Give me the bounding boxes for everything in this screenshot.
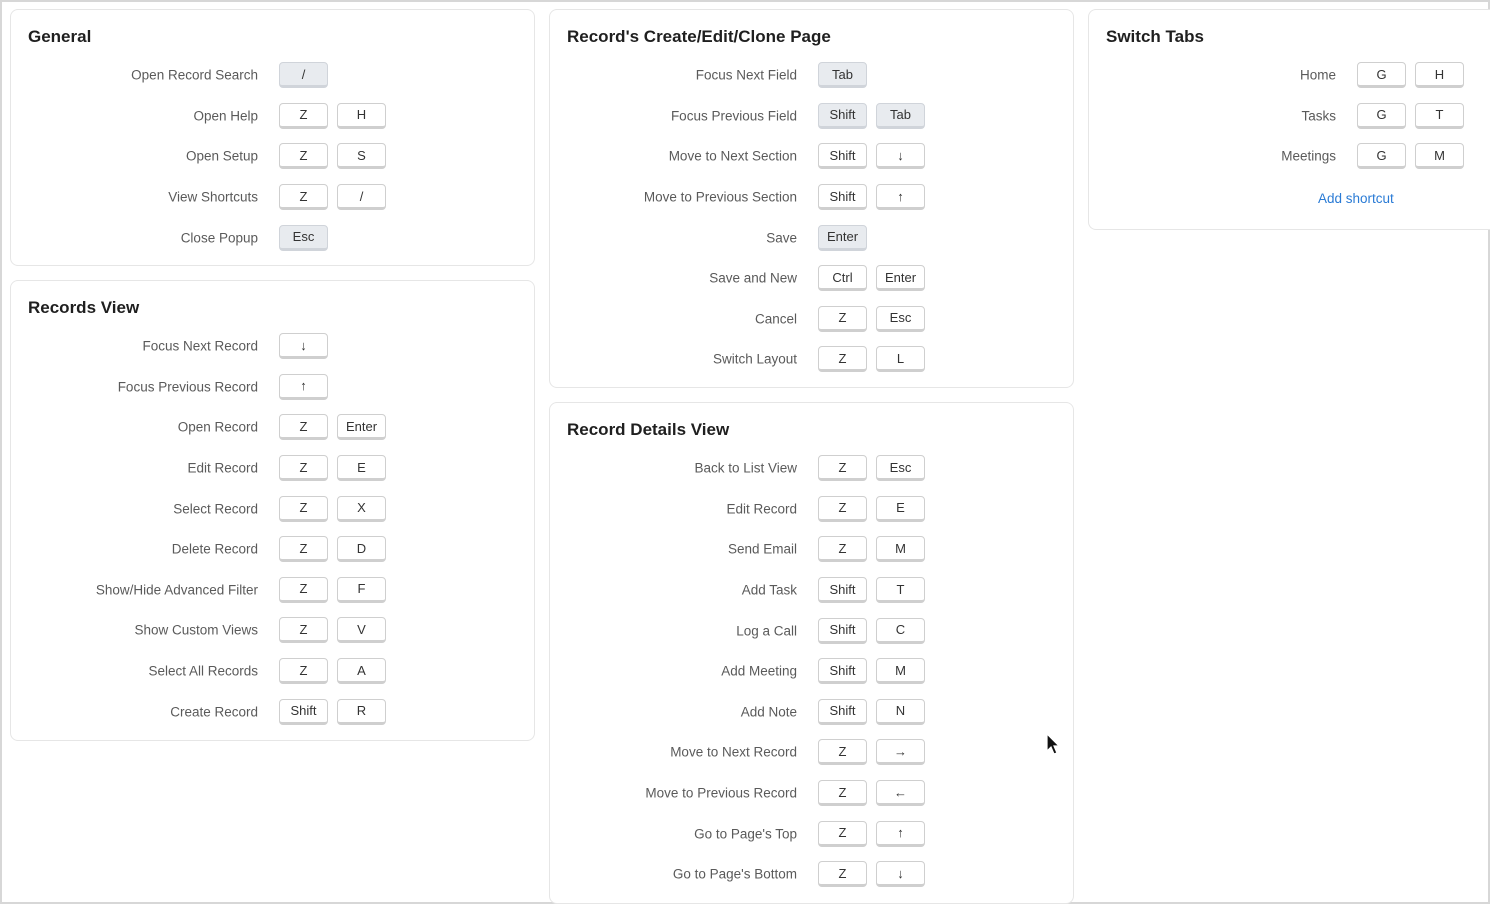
- shortcut-label: Save: [766, 230, 797, 246]
- key-cap: T: [1415, 103, 1464, 129]
- shortcut-keys: [818, 225, 867, 251]
- key-cap: G: [1357, 103, 1406, 129]
- general-title: General: [28, 27, 92, 46]
- shortcut-label: Save and New: [709, 270, 797, 286]
- key-cap: Z: [279, 103, 328, 129]
- shortcut-label: Tasks: [1301, 108, 1336, 124]
- key-cap: Z: [279, 577, 328, 603]
- shortcut-keys: [818, 577, 925, 603]
- key-cap: Z: [279, 617, 328, 643]
- key-cap: Z: [818, 821, 867, 847]
- shortcut-row: [550, 854, 1073, 895]
- key-cap: Shift: [818, 143, 867, 169]
- shortcut-row: [550, 448, 1073, 489]
- key-cap: ↓: [876, 861, 925, 887]
- shortcut-label: Back to List View: [694, 460, 797, 476]
- key-cap: A: [337, 658, 386, 684]
- shortcut-label: Edit Record: [726, 501, 797, 517]
- key-cap: Esc: [876, 455, 925, 481]
- key-cap: Esc: [279, 225, 328, 251]
- shortcut-label: Meetings: [1281, 148, 1336, 164]
- shortcut-label: Select All Records: [148, 663, 258, 679]
- records-view-title: Records View: [28, 298, 140, 317]
- key-cap: Shift: [818, 184, 867, 210]
- key-cap: →: [876, 739, 925, 765]
- shortcut-keys: [279, 536, 386, 562]
- shortcut-row: [550, 217, 1073, 258]
- key-cap: Z: [818, 739, 867, 765]
- shortcut-label: Focus Next Field: [695, 67, 797, 83]
- shortcut-row: [550, 732, 1073, 773]
- shortcut-label: Focus Previous Record: [117, 379, 258, 395]
- shortcut-label: Close Popup: [180, 230, 258, 246]
- record-details-list: [550, 448, 1073, 895]
- key-cap: Shift: [818, 618, 867, 644]
- shortcut-label: Create Record: [170, 704, 258, 720]
- mouse-pointer-icon: [1046, 733, 1062, 757]
- key-cap: G: [1357, 62, 1406, 88]
- shortcut-keys: [818, 455, 925, 481]
- switch-tabs-list: [1089, 55, 1490, 177]
- key-cap: ↓: [876, 143, 925, 169]
- key-cap: /: [279, 62, 328, 88]
- key-cap: H: [1415, 62, 1464, 88]
- shortcut-keys: [818, 658, 925, 684]
- key-cap: H: [337, 103, 386, 129]
- key-cap: Shift: [279, 699, 328, 725]
- key-cap: N: [876, 699, 925, 725]
- shortcut-row: [550, 299, 1073, 340]
- shortcut-row: [11, 177, 534, 218]
- key-cap: Z: [818, 780, 867, 806]
- key-cap: Shift: [818, 658, 867, 684]
- shortcut-row: [11, 136, 534, 177]
- key-cap: Z: [279, 496, 328, 522]
- shortcut-label: Delete Record: [171, 541, 258, 557]
- key-cap: ↑: [279, 374, 328, 400]
- shortcut-label: Select Record: [173, 501, 258, 517]
- switch-tabs-title: Switch Tabs: [1106, 27, 1204, 46]
- shortcut-keys: [279, 103, 386, 129]
- shortcut-row: [550, 55, 1073, 96]
- key-cap: L: [876, 346, 925, 372]
- key-cap: C: [876, 618, 925, 644]
- shortcut-row: [550, 570, 1073, 611]
- shortcut-row: [550, 529, 1073, 570]
- shortcut-keys: [279, 184, 386, 210]
- record-edit-card: [549, 9, 1074, 388]
- shortcut-label: Add Meeting: [721, 663, 797, 679]
- shortcut-label: Go to Page's Bottom: [672, 866, 797, 882]
- shortcut-row: [550, 651, 1073, 692]
- shortcut-label: Open Record: [177, 419, 258, 435]
- shortcut-label: View Shortcuts: [168, 189, 258, 205]
- shortcut-keys: [279, 143, 386, 169]
- key-cap: Z: [279, 658, 328, 684]
- key-cap: Z: [279, 414, 328, 440]
- shortcut-row: [550, 692, 1073, 733]
- shortcut-keys: [279, 333, 328, 359]
- shortcut-label: Move to Previous Record: [645, 785, 797, 801]
- key-cap: ↑: [876, 821, 925, 847]
- shortcut-row: [11, 651, 534, 692]
- shortcut-keys: [818, 618, 925, 644]
- shortcut-label: Move to Next Section: [668, 148, 797, 164]
- key-cap: R: [337, 699, 386, 725]
- shortcut-row: [11, 610, 534, 651]
- records-view-list: [11, 326, 534, 732]
- shortcut-row: [11, 529, 534, 570]
- shortcut-label: Focus Previous Field: [670, 108, 797, 124]
- shortcut-keys: [279, 455, 386, 481]
- shortcut-keys: [279, 62, 328, 88]
- shortcut-row: [550, 813, 1073, 854]
- key-cap: Tab: [876, 103, 925, 129]
- shortcut-keys: [818, 739, 925, 765]
- shortcut-label: Focus Next Record: [142, 338, 258, 354]
- shortcut-row: [550, 489, 1073, 530]
- shortcut-row: [11, 326, 534, 367]
- shortcut-row: [550, 339, 1073, 380]
- key-cap: D: [337, 536, 386, 562]
- shortcut-row: [550, 177, 1073, 218]
- shortcut-keys: [279, 414, 386, 440]
- shortcut-label: Show/Hide Advanced Filter: [95, 582, 258, 598]
- record-edit-list: [550, 55, 1073, 380]
- key-cap: Shift: [818, 577, 867, 603]
- key-cap: F: [337, 577, 386, 603]
- shortcut-row: [11, 96, 534, 137]
- key-cap: Z: [818, 536, 867, 562]
- shortcut-row: [550, 773, 1073, 814]
- key-cap: Z: [818, 861, 867, 887]
- key-cap: Tab: [818, 62, 867, 88]
- shortcut-label: Move to Previous Section: [643, 189, 797, 205]
- shortcut-row: [1089, 55, 1490, 96]
- shortcut-keys: [818, 306, 925, 332]
- shortcut-keys: [818, 861, 925, 887]
- records-view-card: [10, 280, 535, 741]
- shortcut-row: [11, 570, 534, 611]
- shortcut-keys: [1357, 62, 1464, 88]
- shortcut-keys: [818, 265, 925, 291]
- shortcut-label: Go to Page's Top: [694, 826, 797, 842]
- key-cap: T: [876, 577, 925, 603]
- key-cap: ↑: [876, 184, 925, 210]
- switch-tabs-card: [1088, 9, 1490, 230]
- shortcut-keys: [279, 658, 386, 684]
- shortcut-label: Switch Layout: [712, 351, 797, 367]
- record-details-card: [549, 402, 1074, 904]
- key-cap: ←: [876, 780, 925, 806]
- key-cap: M: [876, 658, 925, 684]
- shortcut-label: Open Record Search: [131, 67, 258, 83]
- key-cap: M: [876, 536, 925, 562]
- key-cap: E: [337, 455, 386, 481]
- shortcut-row: [11, 217, 534, 258]
- shortcut-row: [11, 488, 534, 529]
- shortcut-keys: [818, 496, 925, 522]
- shortcut-label: Open Help: [193, 108, 258, 124]
- key-cap: Z: [818, 346, 867, 372]
- shortcut-label: Cancel: [754, 311, 797, 327]
- shortcut-keys: [818, 780, 925, 806]
- shortcut-row: [550, 258, 1073, 299]
- shortcut-keys: [279, 374, 328, 400]
- shortcut-keys: [818, 821, 925, 847]
- shortcut-label: Add Note: [740, 704, 797, 720]
- key-cap: Z: [818, 496, 867, 522]
- shortcut-row: [1089, 136, 1490, 177]
- shortcut-keys: [279, 225, 328, 251]
- key-cap: Z: [279, 143, 328, 169]
- shortcut-label: Home: [1299, 67, 1336, 83]
- shortcut-row: [550, 136, 1073, 177]
- key-cap: Enter: [818, 225, 867, 251]
- shortcut-keys: [818, 143, 925, 169]
- shortcut-label: Move to Next Record: [670, 744, 797, 760]
- shortcut-keys: [279, 617, 386, 643]
- shortcut-row: [11, 367, 534, 408]
- shortcut-keys: [1357, 103, 1464, 129]
- shortcut-keys: [279, 699, 386, 725]
- shortcut-keys: [279, 496, 386, 522]
- record-details-title: Record Details View: [567, 420, 730, 439]
- shortcut-keys: [818, 184, 925, 210]
- key-cap: Z: [279, 455, 328, 481]
- shortcut-label: Show Custom Views: [134, 622, 258, 638]
- key-cap: Ctrl: [818, 265, 867, 291]
- shortcut-keys: [818, 699, 925, 725]
- shortcut-row: [11, 407, 534, 448]
- shortcut-row: [1089, 96, 1490, 137]
- key-cap: Z: [279, 184, 328, 210]
- key-cap: Z: [818, 455, 867, 481]
- key-cap: E: [876, 496, 925, 522]
- add-shortcut-link[interactable]: Add shortcut: [1318, 191, 1394, 206]
- key-cap: M: [1415, 143, 1464, 169]
- shortcut-keys: [1357, 143, 1464, 169]
- key-cap: Z: [279, 536, 328, 562]
- shortcut-keys: [818, 103, 925, 129]
- shortcut-row: [11, 448, 534, 489]
- shortcut-row: [11, 55, 534, 96]
- shortcut-keys: [818, 536, 925, 562]
- key-cap: Shift: [818, 103, 867, 129]
- key-cap: S: [337, 143, 386, 169]
- general-card: [10, 9, 535, 266]
- key-cap: X: [337, 496, 386, 522]
- key-cap: Z: [818, 306, 867, 332]
- key-cap: /: [337, 184, 386, 210]
- shortcut-label: Add Task: [741, 582, 797, 598]
- key-cap: Esc: [876, 306, 925, 332]
- shortcut-row: [11, 691, 534, 732]
- key-cap: Enter: [876, 265, 925, 291]
- shortcut-row: [550, 96, 1073, 137]
- general-list: [11, 55, 534, 258]
- shortcut-label: Send Email: [727, 541, 797, 557]
- record-edit-title: Record's Create/Edit/Clone Page: [567, 27, 831, 46]
- key-cap: Shift: [818, 699, 867, 725]
- shortcut-keys: [818, 62, 867, 88]
- shortcut-row: [550, 610, 1073, 651]
- key-cap: G: [1357, 143, 1406, 169]
- key-cap: ↓: [279, 333, 328, 359]
- shortcut-keys: [818, 346, 925, 372]
- shortcut-label: Open Setup: [185, 148, 258, 164]
- shortcut-label: Log a Call: [736, 623, 797, 639]
- shortcut-label: Edit Record: [187, 460, 258, 476]
- key-cap: Enter: [337, 414, 386, 440]
- key-cap: V: [337, 617, 386, 643]
- shortcut-keys: [279, 577, 386, 603]
